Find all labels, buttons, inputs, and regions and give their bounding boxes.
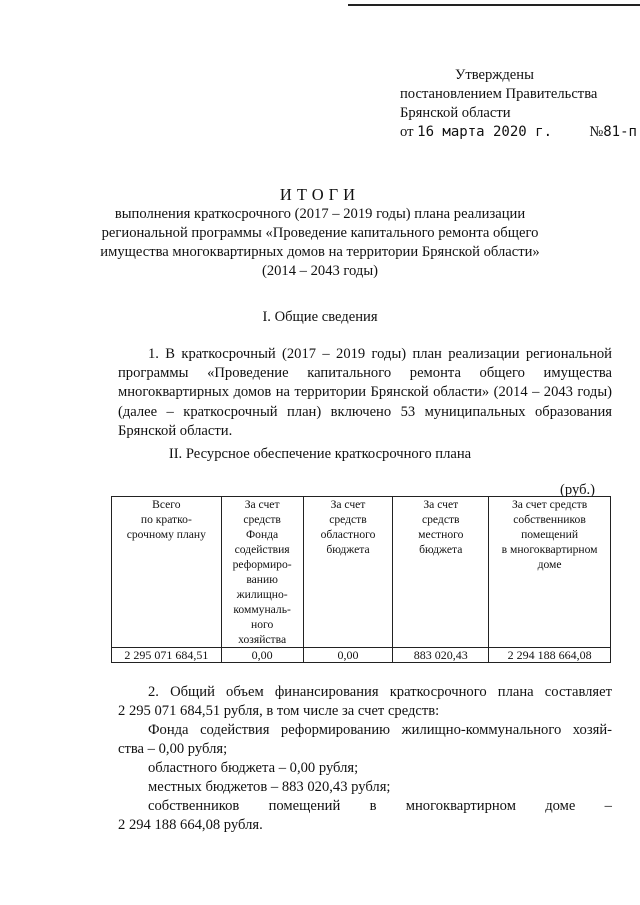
subtitle-line-2: региональной программы «Проведение капитального ремонта общего: [101, 225, 539, 241]
value-local-budget: 883 020,43: [393, 648, 489, 663]
p2-line-2: 2 295 071 684,51 рубля, в том числе за счет средств:: [118, 703, 440, 719]
header-fund: [221, 497, 303, 648]
date-value: 16 марта 2020 г.: [417, 124, 552, 140]
header-line: по кратко-: [140, 513, 192, 526]
header-line: областного: [320, 528, 376, 541]
approval-line-1: Утверждены: [455, 67, 534, 83]
value-regional-budget: 0,00: [303, 648, 393, 663]
header-line: бюджета: [419, 543, 463, 556]
header-line: ного: [250, 618, 274, 631]
approval-line-3: Брянской области: [400, 105, 511, 121]
subtitle-line-1: выполнения краткосрочного (2017 – 2019 годы) плана реализации: [114, 206, 526, 222]
p2-line-4: ства – 0,00 рубля;: [118, 741, 228, 757]
header-line: содействия: [234, 543, 290, 556]
subtitle-line-3: имущества многоквартирных домов на территории Брянской области»: [100, 244, 540, 260]
header-line: реформиро-: [232, 558, 292, 571]
header-line: собственников: [513, 513, 586, 526]
header-line: доме: [537, 558, 562, 571]
p2-line-1: 2. Общий объем финансирования краткосрочного плана составляет: [148, 684, 612, 700]
header-line: ванию: [246, 573, 278, 586]
p2-line-7-word: доме: [545, 798, 576, 814]
table-header-row: [112, 497, 611, 648]
currency-unit: (руб.): [560, 482, 596, 498]
p2-line-7-word: в: [369, 798, 377, 814]
header-line: За счет: [330, 498, 366, 511]
header-regional-budget: [303, 497, 393, 648]
resource-table: [111, 496, 611, 663]
p2-line-7-word: помещений: [268, 798, 341, 814]
header-line: За счет: [423, 498, 459, 511]
section-1-paragraph: [118, 345, 612, 441]
approval-date-row: [400, 123, 637, 142]
approval-stamp: [400, 66, 637, 142]
section-1-text: 1. В краткосрочный (2017 – 2019 годы) план реализации региональной программы «Проведение капитального ремонта общего имущества многоквартирных домов на территории Брянской области» (2014 – 2043 годы) (далее – краткосрочный план) включено 53 муниципальных образования Брянской области.: [118, 346, 612, 439]
header-line: помещений: [521, 528, 579, 541]
table-row: [112, 648, 611, 663]
number-value: 81-п: [603, 124, 637, 140]
header-line: в многоквартирном: [501, 543, 598, 556]
section-1-heading: I. Общие сведения: [262, 309, 378, 325]
header-line: коммуналь-: [233, 603, 291, 616]
p2-line-8: 2 294 188 664,08 рубля.: [118, 817, 263, 833]
section-2-heading: II. Ресурсное обеспечение краткосрочного плана: [168, 446, 472, 462]
value-total: 2 295 071 684,51: [112, 648, 222, 663]
date-prefix: от: [400, 124, 414, 140]
subtitle-line-4: (2014 – 2043 годы): [261, 263, 379, 279]
p2-line-7-word: –: [604, 798, 612, 814]
header-line: За счет средств: [511, 498, 588, 511]
header-line: За счет: [244, 498, 280, 511]
document-subtitle: [0, 205, 640, 281]
header-line: жилищно-: [236, 588, 288, 601]
header-total: [112, 497, 222, 648]
value-owners: 2 294 188 664,08: [489, 648, 611, 663]
p2-line-3: Фонда содействия реформированию жилищно-коммунального хозяй-: [148, 722, 612, 738]
header-line: местного: [418, 528, 464, 541]
header-owners: [489, 497, 611, 648]
header-line: Фонда: [246, 528, 279, 541]
header-line: средств: [243, 513, 281, 526]
top-border-line: [348, 4, 640, 6]
number-prefix: №: [589, 124, 604, 140]
p2-line-6: местных бюджетов – 883 020,43 рубля;: [148, 779, 391, 795]
header-local-budget: [393, 497, 489, 648]
header-line: срочному плану: [126, 528, 206, 541]
header-line: средств: [329, 513, 367, 526]
document-title: ИТОГИ: [279, 185, 361, 204]
p2-line-5: областного бюджета – 0,00 рубля;: [148, 760, 359, 776]
p2-line-7-word: собственников: [148, 798, 240, 814]
value-fund: 0,00: [221, 648, 303, 663]
approval-line-2: постановлением Правительства: [400, 86, 598, 102]
header-line: Всего: [152, 498, 181, 511]
header-line: бюджета: [326, 543, 370, 556]
header-line: хозяйства: [238, 633, 287, 646]
p2-line-7: [148, 798, 612, 815]
header-line: средств: [421, 513, 460, 526]
p2-line-7-word: многоквартирном: [405, 798, 516, 814]
